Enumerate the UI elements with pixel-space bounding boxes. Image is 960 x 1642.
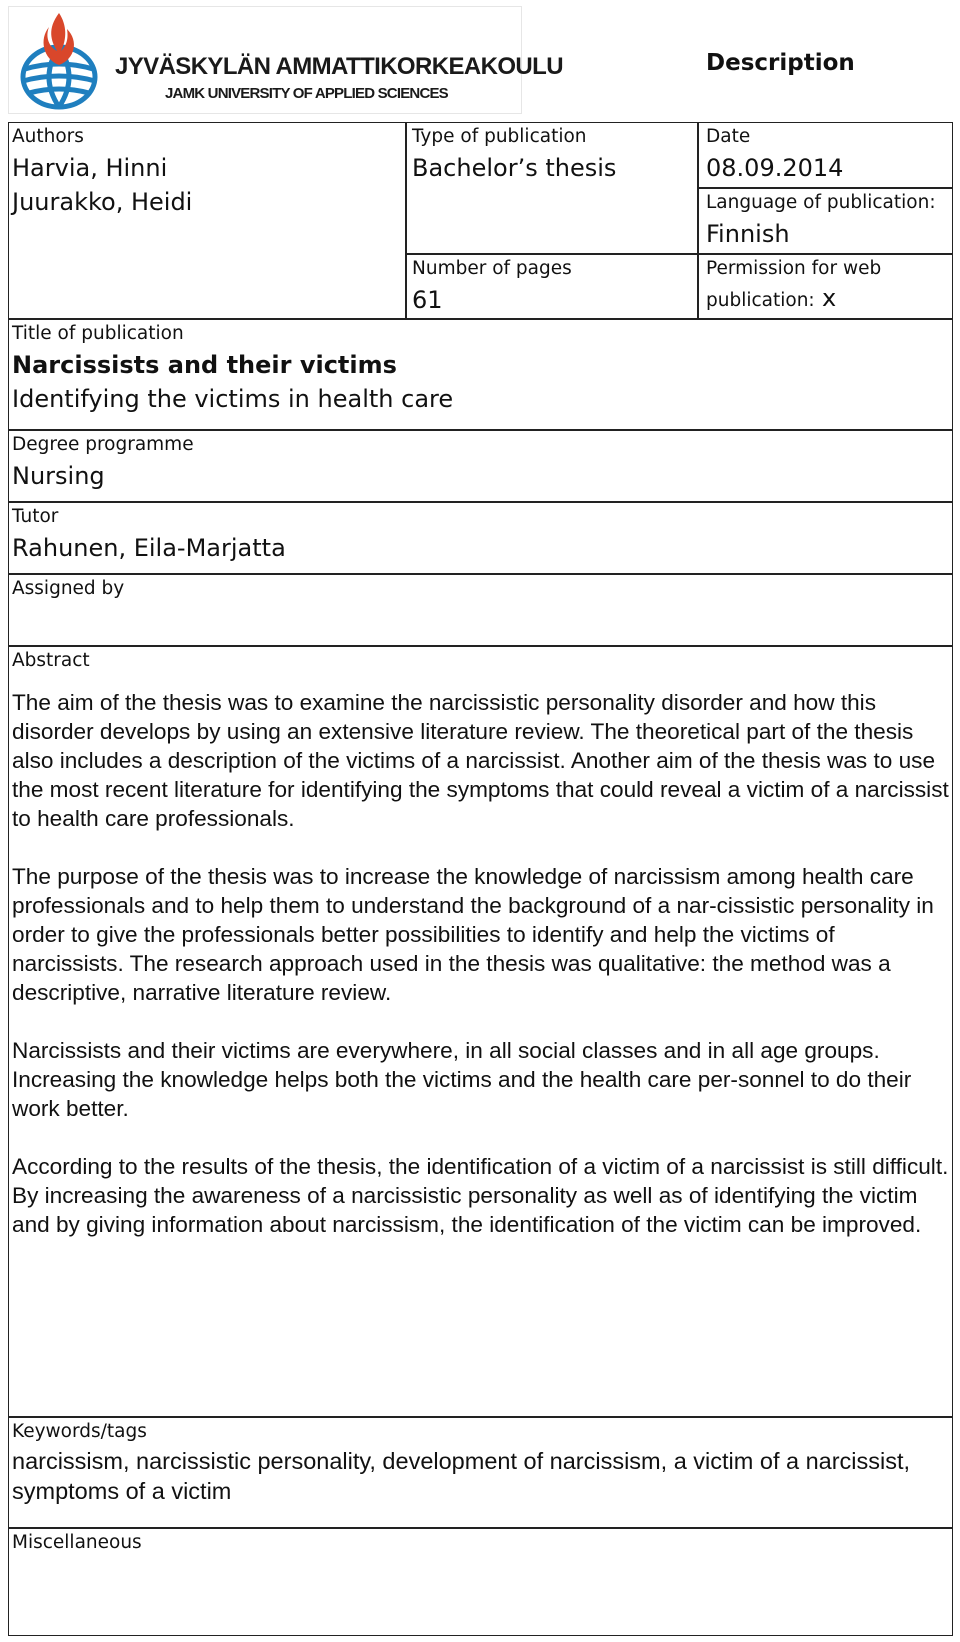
web-permission-label: Permission for web (706, 258, 882, 279)
abstract-paragraph: The purpose of the thesis was to increase the knowledge of narcissism among health care professionals and to help them to understand the background of a nar-cissistic personality in order to give the professionals better possibilities to identify and help the victims of narcissists. The research approach used in the thesis was qualitative: the method was a descriptive, narrative literature review. (12, 864, 934, 1005)
jamk-emblem-icon (9, 7, 109, 113)
document-type-heading: Description (706, 50, 855, 76)
row-divider (8, 573, 953, 575)
tutor-label: Tutor (12, 506, 59, 527)
date-label: Date (706, 126, 751, 147)
row-divider (8, 1527, 953, 1529)
miscellaneous-label: Miscellaneous (12, 1532, 142, 1553)
publication-type-label: Type of publication (412, 126, 587, 147)
publication-type-value: Bachelor’s thesis (412, 154, 617, 182)
abstract-paragraph: According to the results of the thesis, the identification of a victim of a narcissist is still difficult. By increasing the awareness of a narcissistic personality as well as of identifying the victim and by giving information about narcissism, the identification of the victim can be improved. (12, 1154, 949, 1237)
row-divider (8, 318, 953, 320)
language-value: Finnish (706, 220, 790, 248)
keywords-label: Keywords/tags (12, 1421, 147, 1442)
date-value: 08.09.2014 (706, 154, 844, 182)
row-divider (8, 645, 953, 647)
abstract-label: Abstract (12, 650, 90, 671)
web-permission-value: x (822, 284, 837, 312)
tutor-value: Rahunen, Eila-Marjatta (12, 534, 286, 562)
page-count-value: 61 (412, 286, 443, 314)
title-label: Title of publication (12, 323, 184, 344)
author-name: Harvia, Hinni (12, 154, 168, 182)
authors-label: Authors (12, 126, 84, 147)
row-divider (8, 429, 953, 431)
author-name: Juurakko, Heidi (12, 188, 193, 216)
column-divider (697, 122, 699, 319)
publication-title: Narcissists and their victims (12, 351, 397, 379)
abstract-paragraph: The aim of the thesis was to examine the narcissistic personality disorder and how this disorder develops by using an extensive literature review. The theoretical part of the thesis also includes a description of the victims of a narcissist. Another aim of the thesis was to use the most recent literature for identifying the symptoms that could reveal a victim of a narcissist to health care professionals. (12, 690, 949, 831)
publication-subtitle: Identifying the victims in health care (12, 385, 454, 413)
page-count-label: Number of pages (412, 258, 572, 279)
degree-value: Nursing (12, 462, 105, 490)
language-label: Language of publication: (706, 192, 936, 213)
abstract-paragraph: Narcissists and their victims are everywhere, in all social classes and in all age groups. Increasing the knowledge helps both the victims and the health care per-sonnel to do their work better. (12, 1038, 912, 1121)
assigned-by-label: Assigned by (12, 578, 125, 599)
degree-label: Degree programme (12, 434, 194, 455)
abstract-body (12, 688, 952, 1268)
keywords-value: narcissism, narcissistic personality, development of narcissism, a victim of a narcissist, symptoms of a victim (12, 1448, 911, 1504)
institution-name-english: JAMK UNIVERSITY OF APPLIED SCIENCES (165, 85, 448, 102)
row-divider (8, 1416, 953, 1418)
institution-logo (8, 6, 563, 114)
web-permission-label-continued: publication: (706, 290, 815, 311)
row-divider (8, 501, 953, 503)
row-divider (405, 253, 953, 255)
row-divider (697, 187, 953, 189)
institution-name: JYVÄSKYLÄN AMMATTIKORKEAKOULU (115, 53, 563, 80)
column-divider (405, 122, 407, 319)
